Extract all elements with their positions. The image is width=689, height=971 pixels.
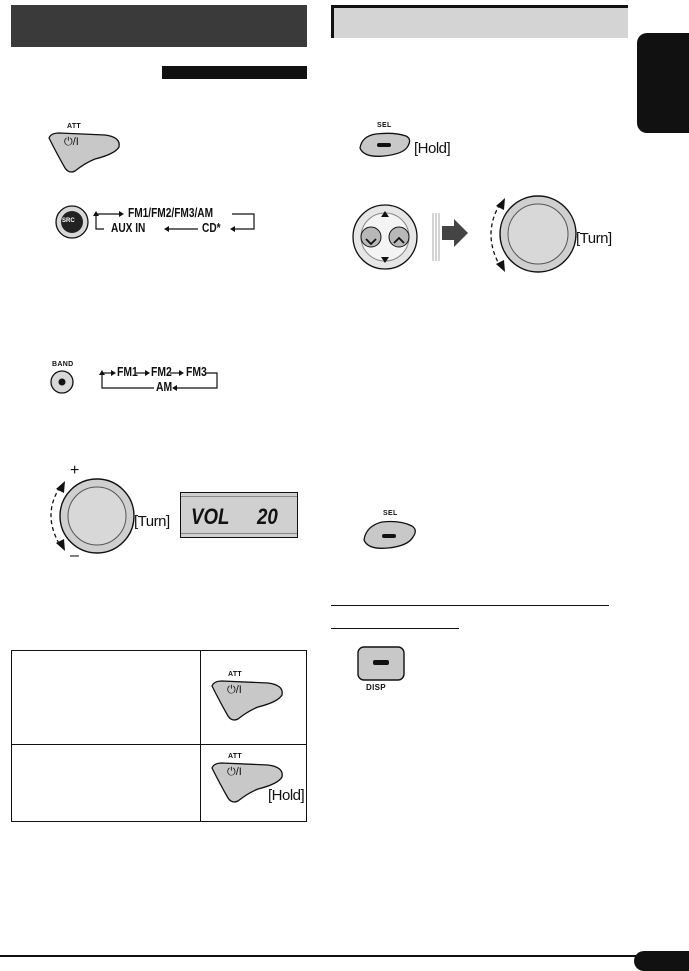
table-att-label-2: ATT xyxy=(228,753,242,760)
volume-plus: + xyxy=(70,462,80,479)
table-power-icon-2: ⏻/I xyxy=(227,766,242,778)
heading-underline-2 xyxy=(331,628,459,629)
band-am: AM xyxy=(156,379,173,394)
band-label: BAND xyxy=(52,361,74,368)
subheading-bar xyxy=(162,66,307,79)
att-label: ATT xyxy=(67,123,81,130)
table-hold-label: [Hold] xyxy=(268,787,305,804)
page-number-tab xyxy=(634,951,689,971)
disp-button[interactable] xyxy=(356,645,406,683)
disp-label: DISP xyxy=(366,683,386,692)
control-dial[interactable] xyxy=(478,190,578,278)
source-cycle-cd: CD* xyxy=(202,220,221,235)
band-fm2: FM2 xyxy=(151,364,172,379)
sel-label-2: SEL xyxy=(383,510,398,517)
heading-underline-1 xyxy=(331,605,609,606)
display-vol-value: 20 xyxy=(257,504,278,529)
src-label: SRC xyxy=(62,218,75,224)
power-button[interactable] xyxy=(45,130,125,176)
source-cycle-line1: FM1/FM2/FM3/AM xyxy=(128,205,214,220)
right-section-header xyxy=(331,5,628,38)
band-fm3: FM3 xyxy=(186,364,207,379)
rotate-arrow-icon xyxy=(56,481,65,493)
sel-button-2[interactable] xyxy=(358,518,418,552)
table-power-button-1[interactable] xyxy=(208,678,288,724)
volume-display xyxy=(180,492,298,538)
control-pad[interactable] xyxy=(351,203,443,271)
table-power-icon-1: ⏻/I xyxy=(227,684,242,696)
table-att-label-1: ATT xyxy=(228,671,242,678)
dial-turn-label: [Turn] xyxy=(576,230,612,247)
source-cycle-aux: AUX IN xyxy=(111,220,146,235)
function-table xyxy=(11,650,307,822)
display-vol-text: VOL xyxy=(191,504,230,529)
sel-hold-label: [Hold] xyxy=(414,140,451,157)
volume-minus: – xyxy=(70,547,79,564)
language-tab xyxy=(637,33,689,133)
power-icon: ⏻/I xyxy=(64,136,79,148)
volume-knob[interactable] xyxy=(38,475,138,557)
sel-label-1: SEL xyxy=(377,122,392,129)
sel-button-1[interactable] xyxy=(354,130,414,160)
band-button[interactable] xyxy=(49,369,75,395)
band-fm1: FM1 xyxy=(117,364,138,379)
footer-rule xyxy=(0,955,689,957)
big-arrow-right-icon xyxy=(440,218,470,248)
volume-turn-label: [Turn] xyxy=(134,513,170,530)
left-section-header xyxy=(11,5,307,47)
